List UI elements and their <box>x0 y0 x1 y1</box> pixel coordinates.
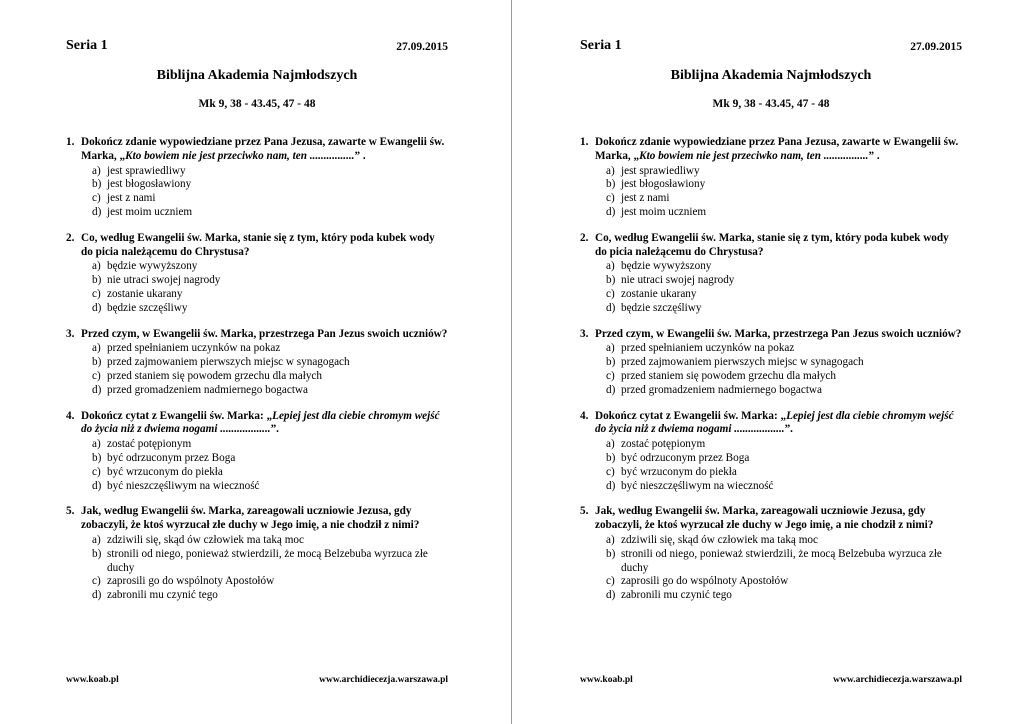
answer-option: a) przed spełnianiem uczynków na pokaz <box>92 342 281 355</box>
answer-option: c) przed staniem się powodem grzechu dla małych <box>92 369 322 382</box>
question-text: Dokończ cytat z Ewangelii św. Marka: „Lepiej jest dla ciebie chromym wejść do życia niż z dwiema nogami ..................”. <box>81 409 440 436</box>
answer-option: a) zostać potępionym <box>606 438 706 451</box>
answer-option: d) będzie szczęśliwy <box>606 301 702 314</box>
question-text: Jak, według Ewangelii św. Marka, zareagowali uczniowie Jezusa, gdy zobaczyli, że ktoś wyrzucał złe duchy w Jego imię, a nie chodził z nimi? <box>595 505 934 532</box>
answer-option: b) nie utraci swojej nagrody <box>92 274 221 287</box>
answer-option: d) być nieszczęśliwym na wieczność <box>606 479 774 492</box>
footer-link-archidiecezja[interactable]: www.archidiecezja.warszawa.pl <box>833 675 962 685</box>
answer-option: c) zaprosili go do wspólnoty Apostołów <box>606 575 789 588</box>
question-number: 3. <box>580 327 589 340</box>
answer-option: c) zostanie ukarany <box>92 287 183 300</box>
answer-option: d) jest moim uczniem <box>606 205 707 218</box>
question-text: Przed czym, w Ewangelii św. Marka, przestrzega Pan Jezus swoich uczniów? <box>81 327 448 340</box>
answer-option: c) zaprosili go do wspólnoty Apostołów <box>92 575 275 588</box>
answer-list <box>92 165 448 220</box>
answer-option: b) stronili od niego, ponieważ stwierdzili, że mocą Belzebuba wyrzuca złe duchy <box>92 547 428 574</box>
answer-option: b) być odrzuconym przez Boga <box>606 451 750 464</box>
answer-option: c) być wrzuconym do piekła <box>92 465 223 478</box>
page-header <box>580 38 962 58</box>
answer-option: c) jest z nami <box>92 192 156 205</box>
answer-option: a) zdziwili się, skąd ów człowiek ma taką moc <box>92 533 304 546</box>
page-title: Biblijna Akademia Najmłodszych <box>670 68 872 83</box>
answer-option: b) jest błogosławiony <box>606 178 706 191</box>
date-label: 27.09.2015 <box>910 41 962 53</box>
answer-option: c) być wrzuconym do piekła <box>606 465 737 478</box>
question-3 <box>580 328 962 398</box>
question-5 <box>580 505 962 603</box>
answer-option: a) jest sprawiedliwy <box>606 164 700 177</box>
question-number: 5. <box>580 505 589 518</box>
page-footer <box>66 675 448 689</box>
answer-option: b) być odrzuconym przez Boga <box>92 451 236 464</box>
footer-link-archidiecezja[interactable]: www.archidiecezja.warszawa.pl <box>319 675 448 685</box>
answer-list <box>606 342 962 397</box>
answer-option: a) zdziwili się, skąd ów człowiek ma taką moc <box>606 533 818 546</box>
question-1 <box>66 136 448 220</box>
answer-option: a) będzie wywyższony <box>92 260 198 273</box>
question-number: 1. <box>66 136 75 148</box>
answer-option: b) stronili od niego, ponieważ stwierdzili, że mocą Belzebuba wyrzuca złe duchy <box>606 547 942 574</box>
question-text: Przed czym, w Ewangelii św. Marka, przestrzega Pan Jezus swoich uczniów? <box>595 327 962 340</box>
answer-option: d) jest moim uczniem <box>92 205 193 218</box>
series-label: Seria 1 <box>66 38 108 53</box>
footer-link-koab[interactable]: www.koab.pl <box>580 675 633 685</box>
answer-option: d) przed gromadzeniem nadmiernego bogactwa <box>606 383 822 396</box>
question-number: 4. <box>66 409 75 422</box>
answer-list <box>606 165 962 220</box>
answer-option: d) zabronili mu czynić tego <box>92 589 218 602</box>
answer-option: d) przed gromadzeniem nadmiernego bogactwa <box>92 383 308 396</box>
answer-option: c) zostanie ukarany <box>606 287 697 300</box>
quiz-page-right <box>580 0 962 724</box>
answer-list <box>92 342 448 397</box>
answer-option: b) jest błogosławiony <box>92 178 192 191</box>
answer-option: a) jest sprawiedliwy <box>92 164 186 177</box>
page-footer <box>580 675 962 689</box>
question-text: Jak, według Ewangelii św. Marka, zareagowali uczniowie Jezusa, gdy zobaczyli, że ktoś wyrzucał złe duchy w Jego imię, a nie chodził z nimi? <box>81 505 420 532</box>
question-number: 3. <box>66 327 75 340</box>
answer-list <box>92 534 448 603</box>
question-2 <box>580 232 962 316</box>
date-label: 27.09.2015 <box>396 41 448 53</box>
series-label: Seria 1 <box>580 38 622 53</box>
answer-list <box>92 260 448 315</box>
question-number: 2. <box>66 231 75 244</box>
question-4 <box>66 410 448 494</box>
question-number: 5. <box>66 505 75 518</box>
answer-list <box>606 534 962 603</box>
question-text: Co, według Ewangelii św. Marka, stanie się z tym, który poda kubek wody do picia należącemu do Chrystusa? <box>81 231 435 258</box>
question-text: Co, według Ewangelii św. Marka, stanie się z tym, który poda kubek wody do picia należącemu do Chrystusa? <box>595 231 949 258</box>
question-number: 2. <box>580 231 589 244</box>
answer-option: c) jest z nami <box>606 192 670 205</box>
question-1 <box>580 136 962 220</box>
footer-link-koab[interactable]: www.koab.pl <box>66 675 119 685</box>
answer-list <box>92 438 448 493</box>
answer-option: d) zabronili mu czynić tego <box>606 589 732 602</box>
question-text: Dokończ cytat z Ewangelii św. Marka: „Lepiej jest dla ciebie chromym wejść do życia niż z dwiema nogami ..................”. <box>595 409 954 436</box>
quiz-page-left <box>66 0 448 724</box>
question-text: Dokończ zdanie wypowiedziane przez Pana Jezusa, zawarte w Ewangelii św. Marka, „Kto bowiem nie jest przeciwko nam, ten ................” . <box>81 136 445 162</box>
question-2 <box>66 232 448 316</box>
answer-list <box>606 260 962 315</box>
page-header <box>66 38 448 58</box>
question-5 <box>66 505 448 603</box>
answer-option: c) przed staniem się powodem grzechu dla małych <box>606 369 836 382</box>
scripture-reference: Mk 9, 38 - 43.45, 47 - 48 <box>712 98 830 110</box>
answer-option: a) przed spełnianiem uczynków na pokaz <box>606 342 795 355</box>
answer-option: b) przed zajmowaniem pierwszych miejsc w synagogach <box>606 356 864 369</box>
page-title: Biblijna Akademia Najmłodszych <box>156 68 358 83</box>
answer-option: b) przed zajmowaniem pierwszych miejsc w synagogach <box>92 356 350 369</box>
answer-option: d) będzie szczęśliwy <box>92 301 188 314</box>
answer-option: d) być nieszczęśliwym na wieczność <box>92 479 260 492</box>
question-list <box>580 136 962 615</box>
question-list <box>66 136 448 615</box>
question-number: 4. <box>580 409 589 422</box>
question-number: 1. <box>580 136 589 148</box>
answer-option: b) nie utraci swojej nagrody <box>606 274 735 287</box>
answer-option: a) będzie wywyższony <box>606 260 712 273</box>
answer-list <box>606 438 962 493</box>
scripture-reference: Mk 9, 38 - 43.45, 47 - 48 <box>198 98 316 110</box>
question-text: Dokończ zdanie wypowiedziane przez Pana Jezusa, zawarte w Ewangelii św. Marka, „Kto bowiem nie jest przeciwko nam, ten ................” . <box>595 136 959 162</box>
question-3 <box>66 328 448 398</box>
answer-option: a) zostać potępionym <box>92 438 192 451</box>
page-divider <box>511 0 512 724</box>
question-4 <box>580 410 962 494</box>
